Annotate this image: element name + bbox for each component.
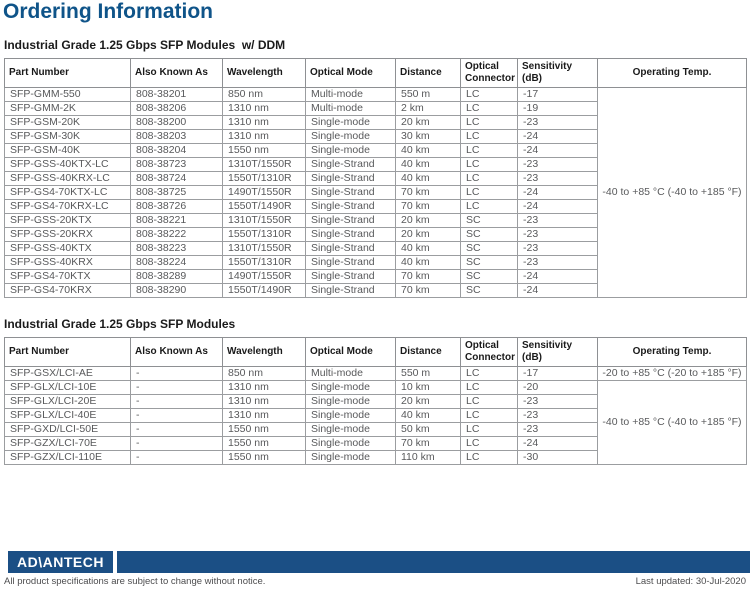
table-cell: 808-38201 — [131, 88, 223, 102]
table-cell: -24 — [518, 130, 598, 144]
table-cell: LC — [461, 381, 518, 395]
column-header: Part Number — [5, 59, 131, 88]
table-cell: - — [131, 381, 223, 395]
table-cell: Single-mode — [306, 423, 396, 437]
column-header: Distance — [396, 59, 461, 88]
column-header: Optical Mode — [306, 338, 396, 367]
column-header: Wavelength — [223, 338, 306, 367]
table-cell: - — [131, 395, 223, 409]
table-cell: 40 km — [396, 172, 461, 186]
footer-bar-row — [0, 551, 750, 573]
operating-temp-cell: -40 to +85 °C (-40 to +185 °F) — [598, 88, 747, 298]
footer-last-updated: Last updated: 30-Jul-2020 — [635, 576, 746, 587]
table-cell: Single-Strand — [306, 200, 396, 214]
table-cell: 1550T/1310R — [223, 256, 306, 270]
table-cell: Single-mode — [306, 451, 396, 465]
table-cell: Single-Strand — [306, 214, 396, 228]
table-cell: 40 km — [396, 409, 461, 423]
table-cell: LC — [461, 423, 518, 437]
table-cell: 808-38723 — [131, 158, 223, 172]
table-cell: 1550T/1490R — [223, 284, 306, 298]
column-header: Also Known As — [131, 338, 223, 367]
table-row — [5, 381, 747, 395]
table-cell: Single-Strand — [306, 256, 396, 270]
table-cell: 1310 nm — [223, 381, 306, 395]
table-cell: -19 — [518, 102, 598, 116]
table-cell: -30 — [518, 451, 598, 465]
table-cell: LC — [461, 200, 518, 214]
table-cell: -23 — [518, 409, 598, 423]
table-cell: SFP-GS4-70KTX — [5, 270, 131, 284]
column-header: Operating Temp. — [598, 338, 747, 367]
table-cell: -24 — [518, 437, 598, 451]
section-heading-ddm: Industrial Grade 1.25 Gbps SFP Modules w/ DDM — [4, 38, 286, 52]
table-cell: 808-38289 — [131, 270, 223, 284]
table-cell: -20 — [518, 381, 598, 395]
table-cell: SFP-GSS-40KRX — [5, 256, 131, 270]
column-header: Sensitivity (dB) — [518, 59, 598, 88]
table-cell: 550 m — [396, 367, 461, 381]
table-cell: - — [131, 367, 223, 381]
table-cell: 1310T/1550R — [223, 242, 306, 256]
operating-temp-cell: -40 to +85 °C (-40 to +185 °F) — [598, 381, 747, 465]
table-cell: -23 — [518, 172, 598, 186]
table-cell: Single-mode — [306, 381, 396, 395]
table-cell: 1310 nm — [223, 102, 306, 116]
table-cell: SFP-GS4-70KTX-LC — [5, 186, 131, 200]
table-cell: 808-38206 — [131, 102, 223, 116]
table-cell: Single-mode — [306, 130, 396, 144]
column-header: Also Known As — [131, 59, 223, 88]
section-heading-standard: Industrial Grade 1.25 Gbps SFP Modules — [4, 317, 236, 331]
table-cell: SFP-GLX/LCI-40E — [5, 409, 131, 423]
table-cell: LC — [461, 102, 518, 116]
table-cell: 808-38724 — [131, 172, 223, 186]
table-cell: 850 nm — [223, 88, 306, 102]
table-cell: SC — [461, 284, 518, 298]
table-cell: 1550T/1490R — [223, 200, 306, 214]
sfp-table — [4, 337, 747, 465]
table-cell: 808-38726 — [131, 200, 223, 214]
table-cell: SFP-GSM-20K — [5, 116, 131, 130]
table-cell: 1310 nm — [223, 409, 306, 423]
table-cell: -23 — [518, 116, 598, 130]
table-cell: Single-Strand — [306, 270, 396, 284]
table-cell: 808-38222 — [131, 228, 223, 242]
table-cell: 1310 nm — [223, 116, 306, 130]
table-cell: 70 km — [396, 200, 461, 214]
column-header: Distance — [396, 338, 461, 367]
footer-note: All product specifications are subject to change without notice. — [4, 576, 266, 587]
table-cell: LC — [461, 88, 518, 102]
table-cell: 40 km — [396, 242, 461, 256]
table-cell: 1490T/1550R — [223, 186, 306, 200]
table-cell: - — [131, 437, 223, 451]
table-cell: -23 — [518, 256, 598, 270]
table-cell: -24 — [518, 144, 598, 158]
page-title: Ordering Information — [3, 0, 213, 23]
table-cell: -17 — [518, 88, 598, 102]
table-cell: SFP-GLX/LCI-20E — [5, 395, 131, 409]
table-cell: SFP-GLX/LCI-10E — [5, 381, 131, 395]
table-cell: 550 m — [396, 88, 461, 102]
table-cell: 808-38203 — [131, 130, 223, 144]
table-cell: -24 — [518, 200, 598, 214]
table-cell: 1550T/1310R — [223, 172, 306, 186]
table-cell: 1550 nm — [223, 423, 306, 437]
table-cell: 808-38223 — [131, 242, 223, 256]
table-cell: 40 km — [396, 256, 461, 270]
table-cell: 50 km — [396, 423, 461, 437]
table-cell: 1550T/1310R — [223, 228, 306, 242]
column-header: Optical Mode — [306, 59, 396, 88]
footer-text-row — [0, 573, 750, 587]
table-cell: 808-38224 — [131, 256, 223, 270]
table-cell: Single-mode — [306, 409, 396, 423]
table-cell: SC — [461, 242, 518, 256]
table-section-standard — [4, 317, 746, 465]
table-cell: SC — [461, 228, 518, 242]
table-cell: -23 — [518, 228, 598, 242]
table-cell: SC — [461, 270, 518, 284]
table-cell: 30 km — [396, 130, 461, 144]
table-cell: 70 km — [396, 270, 461, 284]
column-header: Wavelength — [223, 59, 306, 88]
table-cell: 1550 nm — [223, 451, 306, 465]
table-cell: SFP-GS4-70KRX-LC — [5, 200, 131, 214]
table-cell: SFP-GZX/LCI-70E — [5, 437, 131, 451]
table-row — [5, 367, 747, 381]
table-cell: SFP-GS4-70KRX — [5, 284, 131, 298]
table-cell: Single-mode — [306, 395, 396, 409]
table-cell: 808-38204 — [131, 144, 223, 158]
column-header: Sensitivity (dB) — [518, 338, 598, 367]
advantech-logo: AD\ANTECH — [8, 551, 113, 573]
table-cell: Single-mode — [306, 144, 396, 158]
table-cell: 1310T/1550R — [223, 214, 306, 228]
footer — [0, 551, 750, 587]
table-cell: 70 km — [396, 437, 461, 451]
table-cell: LC — [461, 451, 518, 465]
table-cell: -24 — [518, 284, 598, 298]
header-row — [5, 338, 747, 367]
table-cell: 20 km — [396, 214, 461, 228]
table-cell: - — [131, 409, 223, 423]
header-row — [5, 59, 747, 88]
table-cell: -17 — [518, 367, 598, 381]
table-cell: SFP-GSM-40K — [5, 144, 131, 158]
table-cell: Single-Strand — [306, 172, 396, 186]
table-cell: LC — [461, 116, 518, 130]
table-cell: 20 km — [396, 116, 461, 130]
table-cell: Single-Strand — [306, 158, 396, 172]
table-cell: SFP-GSS-20KTX — [5, 214, 131, 228]
footer-bar — [117, 551, 750, 573]
table-cell: - — [131, 451, 223, 465]
table-cell: Single-Strand — [306, 228, 396, 242]
table-cell: -23 — [518, 158, 598, 172]
table-cell: -23 — [518, 395, 598, 409]
table-cell: SFP-GMM-550 — [5, 88, 131, 102]
table-cell: 808-38290 — [131, 284, 223, 298]
table-cell: -23 — [518, 423, 598, 437]
table-cell: 808-38725 — [131, 186, 223, 200]
table-cell: 20 km — [396, 228, 461, 242]
table-cell: 850 nm — [223, 367, 306, 381]
table-cell: 70 km — [396, 284, 461, 298]
table-cell: -23 — [518, 242, 598, 256]
table-cell: LC — [461, 144, 518, 158]
table-cell: -24 — [518, 186, 598, 200]
sfp-ddm-table — [4, 58, 747, 298]
table-cell: - — [131, 423, 223, 437]
table-row — [5, 88, 747, 102]
table-cell: LC — [461, 186, 518, 200]
table-cell: LC — [461, 130, 518, 144]
table-cell: 70 km — [396, 186, 461, 200]
table-cell: SC — [461, 256, 518, 270]
table-cell: 1490T/1550R — [223, 270, 306, 284]
column-header: Part Number — [5, 338, 131, 367]
operating-temp-cell: -20 to +85 °C (-20 to +185 °F) — [598, 367, 747, 381]
table-cell: 808-38200 — [131, 116, 223, 130]
column-header: Operating Temp. — [598, 59, 747, 88]
table-cell: SFP-GSM-30K — [5, 130, 131, 144]
table-cell: -23 — [518, 214, 598, 228]
table-cell: Single-Strand — [306, 284, 396, 298]
table-cell: 1310 nm — [223, 130, 306, 144]
table-cell: SFP-GSS-40KTX-LC — [5, 158, 131, 172]
table-cell: 1550 nm — [223, 437, 306, 451]
table-cell: 40 km — [396, 158, 461, 172]
table-cell: 10 km — [396, 381, 461, 395]
table-cell: SFP-GSS-20KRX — [5, 228, 131, 242]
table-cell: LC — [461, 172, 518, 186]
table-cell: Single-Strand — [306, 186, 396, 200]
table-cell: LC — [461, 367, 518, 381]
table-cell: LC — [461, 158, 518, 172]
table-cell: SFP-GSX/LCI-AE — [5, 367, 131, 381]
table-cell: 1310T/1550R — [223, 158, 306, 172]
table-cell: SFP-GMM-2K — [5, 102, 131, 116]
table-cell: Multi-mode — [306, 367, 396, 381]
column-header: Optical Connector — [461, 59, 518, 88]
table-cell: LC — [461, 409, 518, 423]
table-cell: Single-mode — [306, 116, 396, 130]
table-section-ddm — [4, 38, 746, 298]
table-cell: SFP-GSS-40KTX — [5, 242, 131, 256]
table-cell: 1310 nm — [223, 395, 306, 409]
column-header: Optical Connector — [461, 338, 518, 367]
table-cell: Single-Strand — [306, 242, 396, 256]
table-cell: 1550 nm — [223, 144, 306, 158]
table-cell: LC — [461, 395, 518, 409]
table-cell: Multi-mode — [306, 102, 396, 116]
table-cell: SFP-GSS-40KRX-LC — [5, 172, 131, 186]
table-cell: 110 km — [396, 451, 461, 465]
table-cell: 40 km — [396, 144, 461, 158]
table-cell: 808-38221 — [131, 214, 223, 228]
table-cell: SFP-GZX/LCI-110E — [5, 451, 131, 465]
table-cell: LC — [461, 437, 518, 451]
table-cell: -24 — [518, 270, 598, 284]
table-cell: SC — [461, 214, 518, 228]
table-cell: 2 km — [396, 102, 461, 116]
table-cell: Multi-mode — [306, 88, 396, 102]
table-cell: 20 km — [396, 395, 461, 409]
table-cell: SFP-GXD/LCI-50E — [5, 423, 131, 437]
table-cell: Single-mode — [306, 437, 396, 451]
